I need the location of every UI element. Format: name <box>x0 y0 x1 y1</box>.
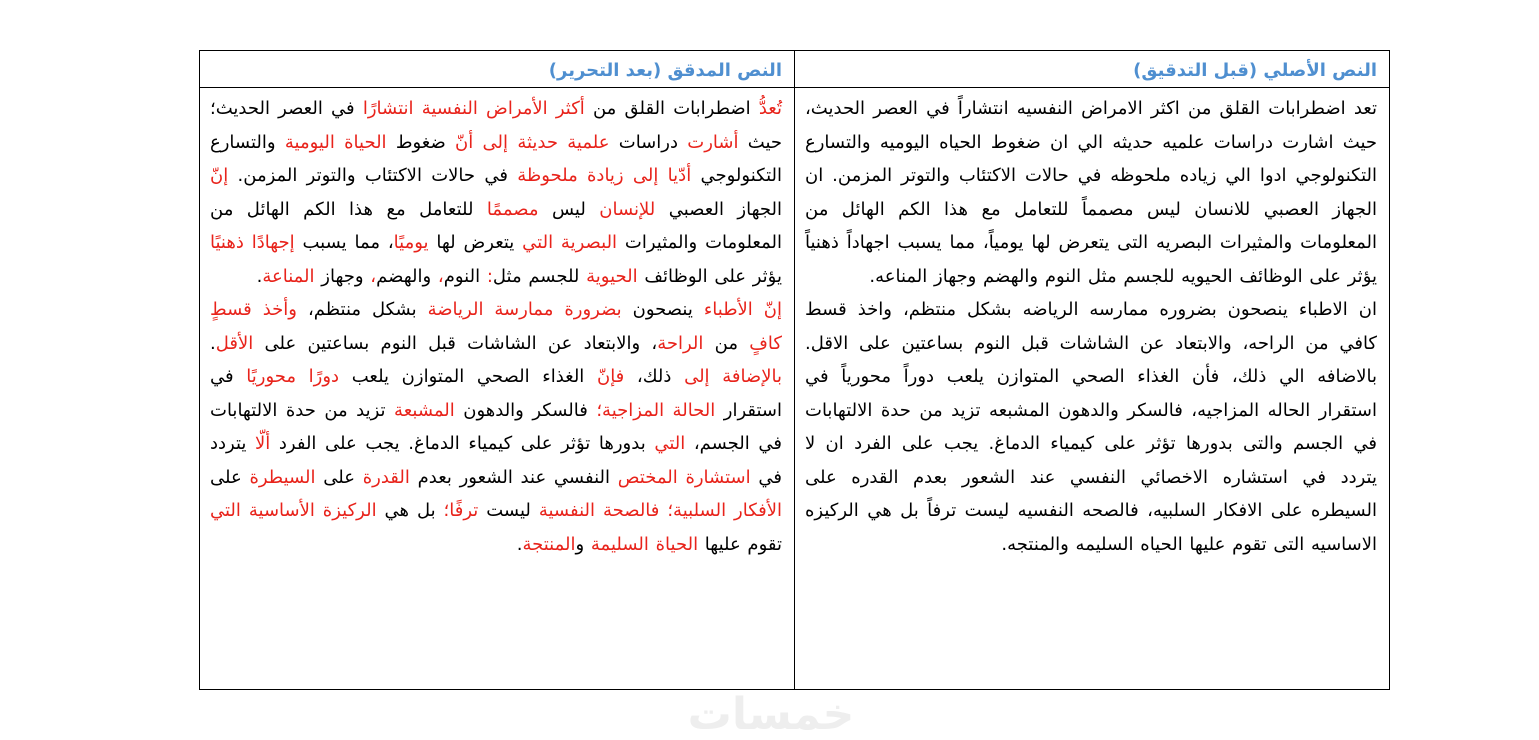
corrected-phrase: الأفكار السلبية؛ فالصحة النفسية <box>538 500 783 521</box>
text-segment: فالسكر والدهون <box>454 399 597 421</box>
text-segment: بشكل منتظم، <box>297 299 428 320</box>
text-segment: يتعرض لها <box>428 232 523 253</box>
corrected-phrase: دورًا محوريًا <box>246 366 340 387</box>
corrected-phrase: التي <box>654 433 686 454</box>
text-segment: في العصر الحديث؛ حيث <box>210 98 783 153</box>
text-segment: تزيد من حدة الالتهابات في الجسم، <box>210 399 782 454</box>
original-text-title: النص الأصلي (قبل التدقيق) <box>1133 59 1377 81</box>
corrected-phrase: إجهادًا ذهنيًا <box>210 232 295 253</box>
text-segment: على <box>210 466 250 488</box>
corrected-phrase: استشارة المختص <box>617 466 751 488</box>
text-segment: ضغوط <box>386 131 456 153</box>
header-row <box>200 51 1390 88</box>
corrected-phrase: البصرية التي <box>522 232 618 253</box>
text-segment: في استقرار <box>210 366 782 421</box>
text-segment: على <box>315 466 363 488</box>
text-segment: ينصحون <box>621 299 704 320</box>
corrected-phrase: أدّيا إلى زيادة ملحوظة <box>517 165 692 186</box>
corrected-phrase: أكثر الأمراض النفسية انتشارًا <box>362 98 585 119</box>
text-segment: النوم <box>443 265 487 287</box>
corrected-phrase: يوميًا <box>393 232 429 253</box>
corrected-phrase: السيطرة <box>249 466 316 488</box>
watermark-logo: خمسات <box>687 689 855 740</box>
corrected-phrase: بضرورة ممارسة الرياضة <box>427 299 622 320</box>
corrected-phrase: مصممًا <box>486 198 539 220</box>
text-segment <box>252 299 263 320</box>
text-segment: من <box>703 332 750 354</box>
text-segment: يتردد في <box>210 433 782 488</box>
corrected-phrase: ألّا <box>255 433 271 454</box>
text-segment: ذلك، <box>624 366 685 387</box>
text-segment: للجسم مثل <box>492 265 587 287</box>
corrected-phrase: إنّ <box>210 165 229 186</box>
text-segment: ليس <box>538 198 600 220</box>
text-segment: . <box>210 332 216 354</box>
corrected-phrase: الأقل <box>215 332 254 354</box>
corrected-phrase: إنّ الأطباء <box>703 299 782 320</box>
edited-header-cell <box>200 51 795 88</box>
corrected-phrase: بالإضافة إلى <box>684 366 782 387</box>
text-segment: بل هي <box>376 500 444 521</box>
text-segment: ، والابتعاد عن الشاشات قبل النوم بساعتين على <box>253 332 658 354</box>
corrected-phrase: فإنّ <box>596 366 625 387</box>
original-paragraph-2: ان الاطباء ينصحون بضروره ممارسه الرياضه بشكل منتظم، واخذ قسط كافي من الراحه، والابتعاد عن الشاشات قبل النوم بساعتين على الاقل. بالاضافه الي ذلك، فأن الغذاء الصحي المتوازن يلعب دوراً محورياً في استقرار الحاله المزاجيه، فالسكر والدهون المشبعه تزيد من حدة الالتهابات في الجسم والتى بدورها تؤثر على كيمياء الدماغ. يجب على الفرد ان لا يتردد في استشاره الاخصائي النفسي عند الشعور بعدم القدره على السيطره على الافكار السلبيه، فالصحه النفسيه ليست ترفاً بل هي الركيزه الاساسيه التى تقوم عليها الحياه السليمه والمنتجه. <box>805 299 1377 555</box>
text-segment: الغذاء الصحي المتوازن يلعب <box>339 366 597 387</box>
text-segment: تقوم عليها <box>698 533 782 555</box>
corrected-phrase: المناعة <box>262 265 315 287</box>
text-segment: والتسارع التكنولوجي <box>210 131 782 186</box>
corrected-phrase: الحياة اليومية <box>284 131 387 153</box>
corrected-phrase: الحياة السليمة <box>590 533 699 555</box>
corrected-phrase: القدرة <box>362 466 410 488</box>
corrected-phrase: الحالة المزاجية؛ <box>596 399 716 421</box>
corrected-phrase: تُعدُّ <box>758 98 783 119</box>
text-segment: و <box>575 533 591 555</box>
corrected-phrase: الحيوية <box>586 265 638 287</box>
corrected-phrase: للإنسان <box>599 198 656 220</box>
corrected-phrase: ترفًا؛ <box>443 500 479 521</box>
content-row <box>200 88 1390 690</box>
text-segment: ، مما يسبب <box>294 232 394 253</box>
edited-text-cell <box>200 88 795 690</box>
text-segment: النفسي عند الشعور بعدم <box>409 466 618 488</box>
text-segment: ليست <box>478 500 539 521</box>
corrected-phrase: ، <box>437 265 444 287</box>
corrected-phrase: : <box>486 265 493 287</box>
text-segment: بدورها تؤثر على كيمياء الدماغ. يجب على الفرد <box>270 433 655 454</box>
corrected-phrase: وأخذ <box>262 299 297 320</box>
text-segment: وجهاز <box>314 265 371 287</box>
text-segment: والهضم <box>376 265 438 287</box>
edited-paragraph-1 <box>210 92 782 293</box>
original-text-cell <box>795 88 1390 690</box>
corrected-phrase: الركيزة الأساسية التي <box>210 500 377 521</box>
corrected-phrase: قسطٍ كافٍ <box>210 299 782 354</box>
corrected-phrase: أشارت <box>687 131 739 153</box>
comparison-table <box>199 50 1390 690</box>
original-header-cell <box>795 51 1390 88</box>
corrected-phrase: المشبعة <box>394 399 455 421</box>
original-paragraph-1: تعد اضطرابات القلق من اكثر الامراض النفسيه انتشاراً في العصر الحديث، حيث اشارت دراسات علميه حديثه الي ان ضغوط الحياه اليوميه والتسارع التكنولوجي ادوا الي زياده ملحوظه في حالات الاكتئاب والتوتر المزمن. ان الجهاز العصبي للانسان ليس مصمماً للتعامل مع هذا الكم الهائل من المعلومات والمثيرات البصريه التى يتعرض لها يومياً، مما يسبب اجهاداً ذهنياً يؤثر على الوظائف الحيويه للجسم مثل النوم والهضم وجهاز المناعه. <box>805 98 1377 287</box>
edited-text-title: النص المدقق (بعد التحرير) <box>548 59 782 81</box>
corrected-phrase: علمية حديثة إلى أنّ <box>455 131 610 153</box>
corrected-phrase: المنتجة <box>522 533 576 555</box>
text-segment: اضطرابات القلق من <box>584 98 759 119</box>
text-segment: يؤثر على الوظائف <box>637 265 782 287</box>
text-segment: . <box>256 265 263 287</box>
edited-paragraph-2 <box>210 293 782 561</box>
corrected-phrase: الراحة <box>657 332 704 354</box>
text-segment: في حالات الاكتئاب والتوتر المزمن. <box>228 165 518 186</box>
text-segment: . <box>516 533 523 555</box>
text-segment: الجهاز العصبي <box>655 198 782 220</box>
text-segment: للتعامل مع هذا الكم الهائل من المعلومات والمثيرات <box>210 198 782 253</box>
text-segment: دراسات <box>609 131 688 153</box>
corrected-phrase: ، <box>370 265 377 287</box>
